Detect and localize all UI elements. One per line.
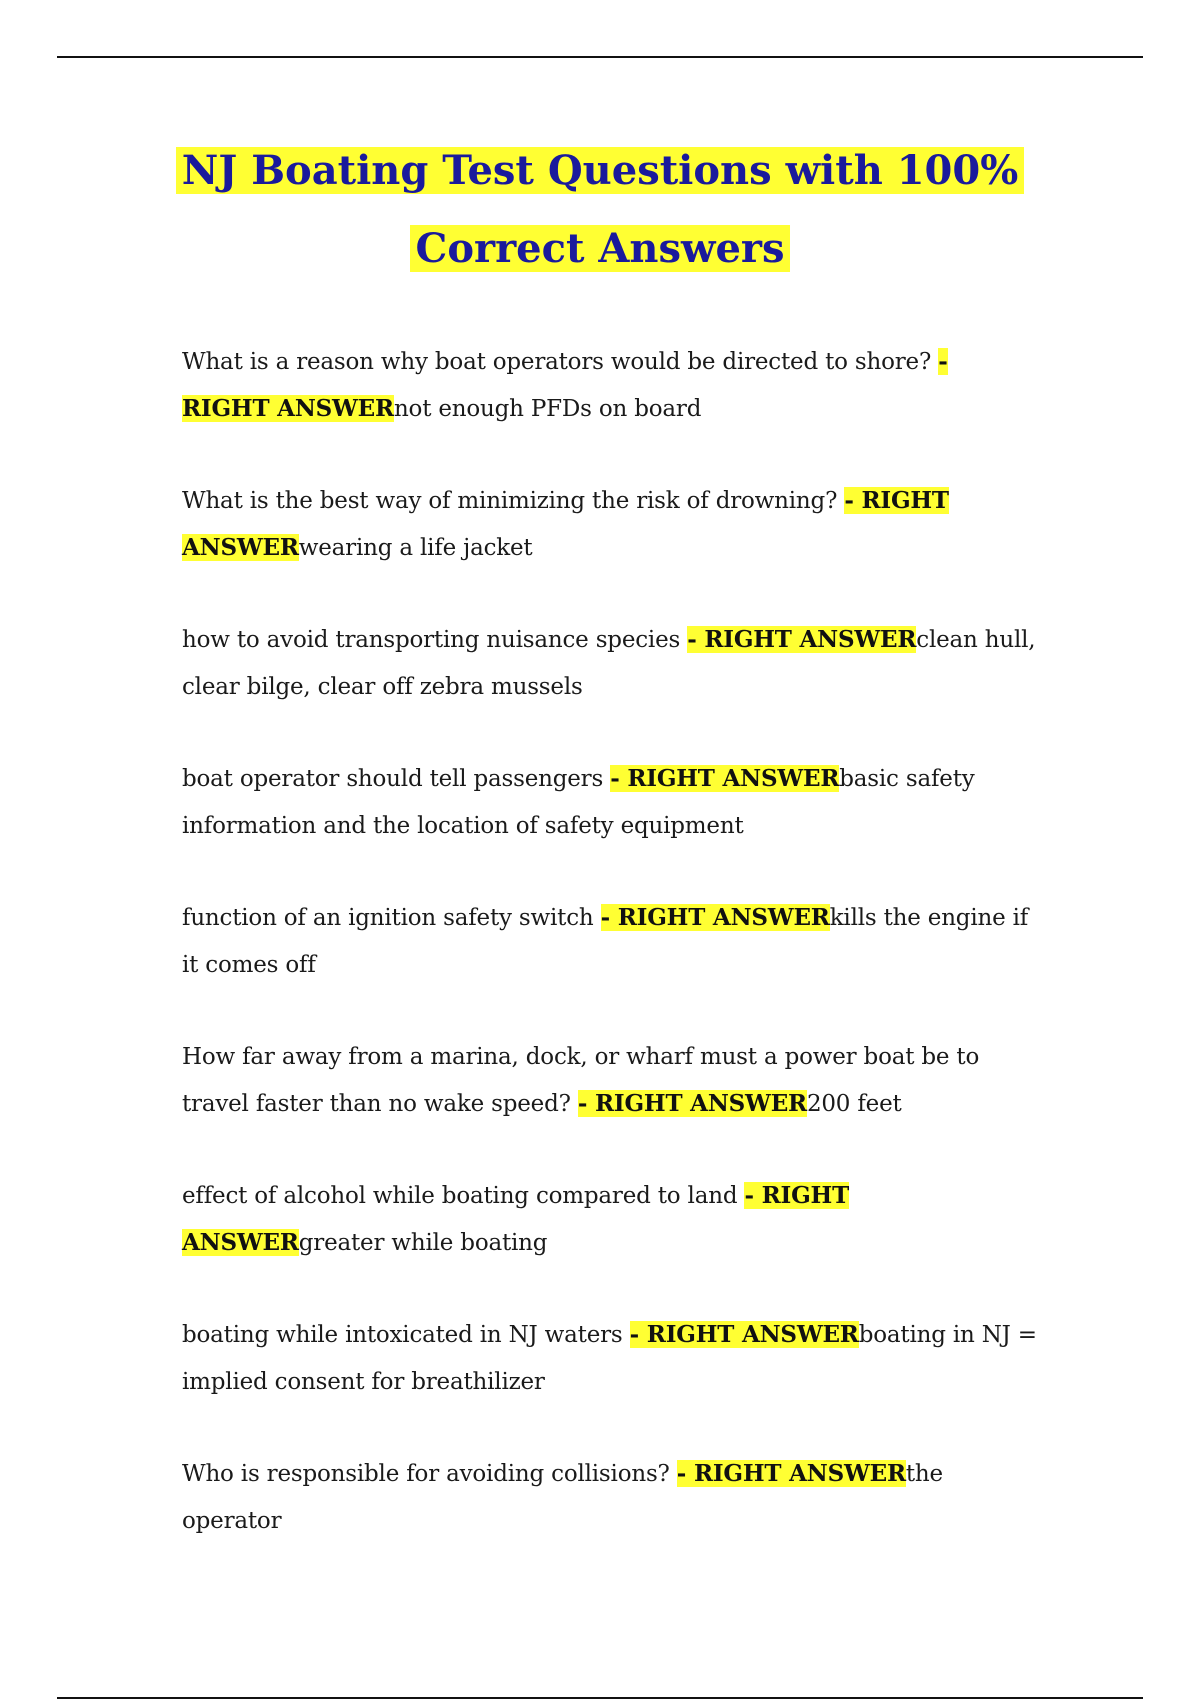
qa-item: [182, 756, 1042, 849]
question-text: function of an ignition safety switch: [182, 905, 601, 931]
answer-text: greater while boating: [298, 1229, 548, 1256]
qa-item: [182, 339, 1042, 432]
answer-text: 200 feet: [806, 1090, 902, 1117]
question-text: boating while intoxicated in NJ waters: [182, 1322, 630, 1348]
bottom-rule: [57, 1697, 1143, 1699]
question-text: How far away from a marina, dock, or wharf must a power boat be to travel faster than no wake speed?: [182, 1044, 980, 1117]
right-answer-marker: - RIGHT ANSWER: [577, 1089, 807, 1117]
qa-item: [182, 617, 1042, 710]
answer-text: the operator: [182, 1461, 943, 1534]
title-line-1: NJ Boating Test Questions with 100%: [176, 147, 1024, 194]
right-answer-marker: - RIGHT ANSWER: [182, 1182, 849, 1256]
qa-item: [182, 1034, 1042, 1127]
right-answer-marker: - RIGHT ANSWER: [687, 626, 917, 653]
qa-item: [182, 1312, 1042, 1405]
question-text: how to avoid transporting nuisance species: [182, 627, 688, 653]
right-answer-marker: - RIGHT ANSWER: [676, 1460, 906, 1487]
question-text: Who is responsible for avoiding collisions?: [182, 1461, 677, 1487]
question-text: boat operator should tell passengers: [182, 766, 611, 792]
title-line-2: Correct Answers: [410, 225, 791, 272]
answer-text: kills the engine if it comes off: [182, 905, 1029, 978]
answer-text: clean hull, clear bilge, clear off zebra mussels: [182, 627, 1036, 700]
right-answer-marker: - RIGHT ANSWER: [182, 348, 948, 422]
right-answer-marker: - RIGHT ANSWER: [610, 765, 840, 792]
answer-text: wearing a life jacket: [298, 534, 533, 561]
qa-item: [182, 895, 1042, 988]
qa-item: [182, 1451, 1042, 1544]
qa-item: [182, 478, 1042, 571]
question-answer-list: [182, 339, 1042, 1590]
document-title: [0, 132, 1200, 288]
right-answer-marker: - RIGHT ANSWER: [182, 487, 949, 561]
right-answer-marker: - RIGHT ANSWER: [600, 904, 830, 931]
answer-text: boating in NJ = implied consent for breathilizer: [182, 1322, 1037, 1395]
right-answer-marker: - RIGHT ANSWER: [629, 1321, 859, 1348]
answer-text: not enough PFDs on board: [393, 395, 702, 422]
top-rule: [57, 56, 1143, 58]
qa-item: [182, 1173, 1042, 1266]
question-text: What is a reason why boat operators would be directed to shore?: [182, 349, 939, 375]
question-text: What is the best way of minimizing the risk of drowning?: [182, 488, 845, 514]
question-text: effect of alcohol while boating compared to land: [182, 1183, 745, 1209]
answer-text: basic safety information and the location of safety equipment: [182, 766, 975, 839]
